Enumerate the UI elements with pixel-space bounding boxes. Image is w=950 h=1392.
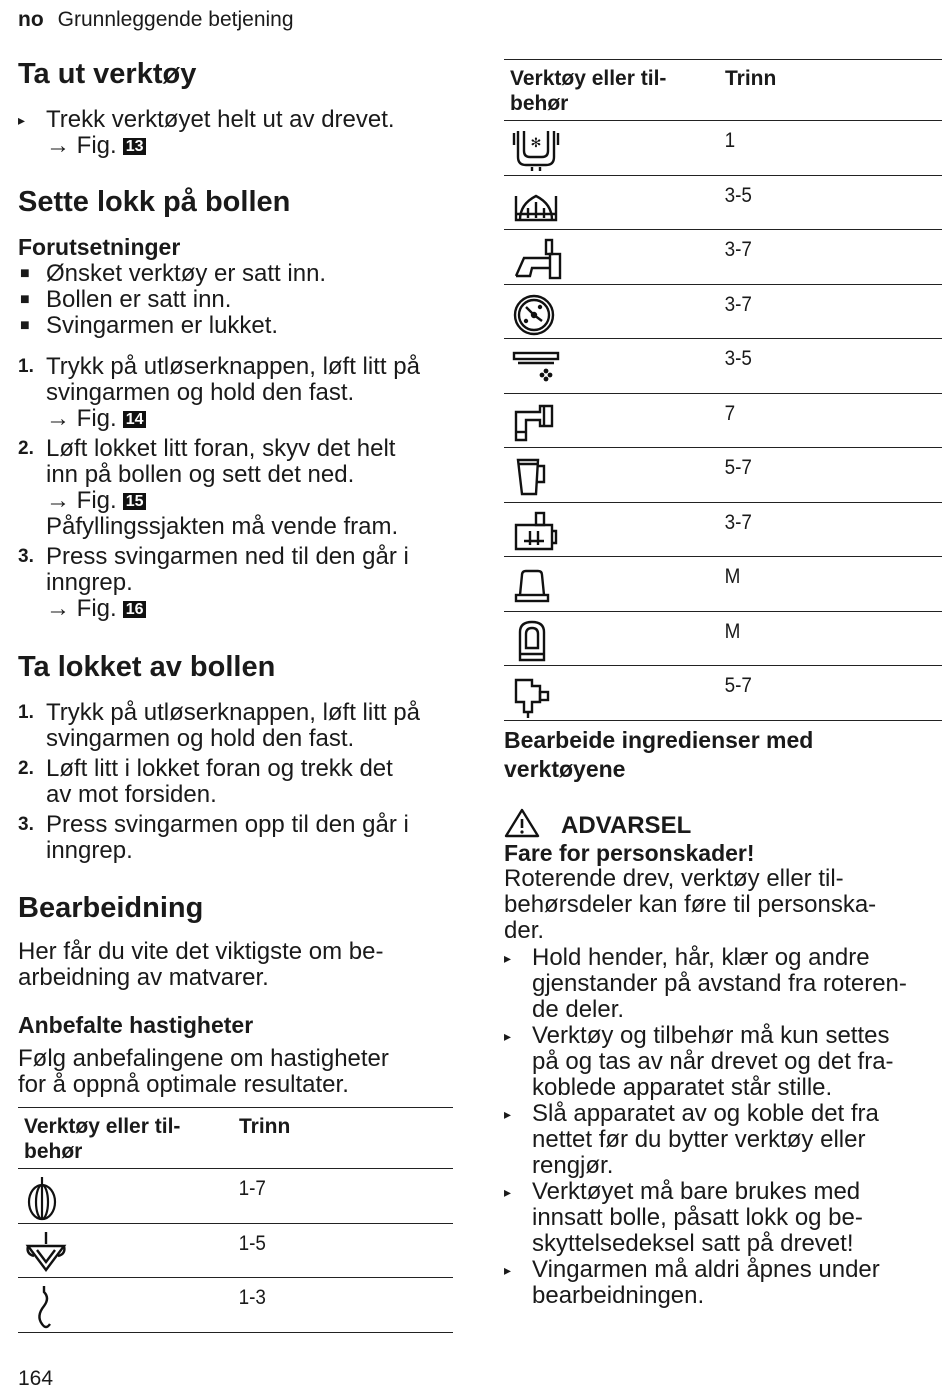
list-item: ▸ Hold hender, hår, klær og andre gjenstander på avstand fra roteren- de deler. (504, 944, 907, 1023)
triangle-bullet-icon: ▸ (18, 112, 26, 128)
table-row: M (504, 612, 942, 667)
table-row: 3-5 (504, 339, 942, 394)
section-title-remove-tool: Ta ut verktøy (18, 58, 197, 90)
table-row: 3-7 (504, 285, 942, 340)
table-row: 1-7 (18, 1169, 453, 1224)
remove-lid-steps (18, 700, 458, 864)
square-bullet-icon: ■ (20, 265, 30, 282)
list-item: ▸ Vingarmen må aldri åpnes under bearbeidningen. (504, 1256, 880, 1309)
triangle-bullet-icon: ▸ (504, 1184, 512, 1200)
page-header (18, 8, 294, 32)
triangle-bullet-icon: ▸ (504, 950, 512, 966)
table-row: ✻ 1 (504, 121, 942, 176)
list-item: ■ Svingarmen er lukket. (20, 312, 279, 339)
list-item: ■ Bollen er satt inn. (20, 286, 232, 313)
table-row: 3-5 (504, 176, 942, 231)
juicer-attachment-icon (504, 666, 721, 720)
recommended-speeds-text: Følg anbefalingene om hastigheter for å oppnå optimale resultater. (18, 1045, 389, 1098)
prerequisites-heading: Forutsetninger (18, 234, 181, 260)
triangle-bullet-icon: ▸ (504, 1028, 512, 1044)
table-header: Verktøy eller til- behør Trinn (504, 60, 942, 121)
citrus-press-icon (504, 176, 721, 230)
list-item: ■ Ønsket verktøy er satt inn. (20, 260, 327, 287)
header-title: Grunnleggende betjening (57, 8, 294, 31)
list-item: ▸ Verktøyet må bare brukes med innsatt bolle, påsatt lokk og be- skyttelsedeksel satt på drevet! (504, 1178, 863, 1257)
step-item: 1. Trykk på utløserknappen, løft litt på svingarmen og hold den fast. (18, 699, 420, 752)
processing-heading: Bearbeide ingredienser med verktøyene (504, 727, 814, 782)
figure-ref: 16 (123, 601, 147, 618)
grinder-icon (504, 612, 721, 666)
language-code: no (18, 8, 44, 31)
blender-icon (504, 448, 721, 502)
list-item: ▸ Trekk verktøyet helt ut av drevet. → Fig. 13 (18, 106, 395, 159)
figure-ref: 15 (123, 493, 147, 510)
table-row: 5-7 (504, 666, 942, 721)
whisk-icon (18, 1169, 235, 1223)
table-row: 7 (504, 394, 942, 449)
warning-list (504, 945, 942, 1309)
table-row: 3-7 (504, 503, 942, 558)
warning-triangle-icon (504, 808, 540, 838)
table-row: 3-7 (504, 230, 942, 285)
list-item: ▸ Verktøy og tilbehør må kun settes på og tas av når drevet og det fra- koblede apparatet står stille. (504, 1022, 894, 1101)
step-item: 2. Løft litt i lokket foran og trekk det av mot forsiden. (18, 755, 393, 808)
page-number: 164 (18, 1367, 54, 1390)
list-item: ▸ Slå apparatet av og koble det fra nettet før du bytter verktøy eller rengjør. (504, 1100, 879, 1179)
table-row: M (504, 557, 942, 612)
square-bullet-icon: ■ (20, 291, 30, 308)
table-row: 1-5 (18, 1224, 453, 1279)
food-processor-icon (504, 503, 721, 557)
section-title-processing: Bearbeidning (18, 892, 204, 924)
figure-ref: 14 (123, 411, 147, 428)
warning-text: Roterende drev, verktøy eller til- behørsdeler kan føre til personska- der. (504, 865, 877, 944)
figure-ref: 13 (123, 138, 147, 155)
warning-subtitle: Fare for personskader! (504, 840, 755, 866)
grater-disc-icon (504, 285, 721, 339)
processing-intro: Her får du vite det viktigste om be- arbeidning av matvarer. (18, 938, 384, 991)
slicer-attachment-icon (504, 339, 721, 393)
triangle-bullet-icon: ▸ (504, 1262, 512, 1278)
warning-label: ADVARSEL (561, 812, 692, 839)
warning-header (504, 808, 942, 840)
dough-hook-icon (18, 1278, 235, 1332)
speed-table-right (504, 59, 942, 721)
recommended-speeds-heading: Anbefalte hastigheter (18, 1012, 254, 1038)
table-row: 1-3 (18, 1278, 453, 1333)
svg-text:✻: ✻ (530, 136, 542, 151)
square-bullet-icon: ■ (20, 317, 30, 334)
meat-mincer-icon (504, 394, 721, 448)
table-header: Verktøy eller til- behør Trinn (18, 1108, 453, 1169)
step-item: 2. Løft lokket litt foran, skyv det helt inn på bollen og sett det ned. → Fig. 15 Påfyllingssjakten må vende fram. (18, 435, 399, 540)
prerequisites-list (18, 261, 458, 339)
step-item: 3. Press svingarmen ned til den går i inngrep. → Fig. 16 (18, 543, 409, 622)
ice-cream-maker-icon (504, 121, 721, 175)
table-row: 5-7 (504, 448, 942, 503)
beater-icon (18, 1224, 235, 1278)
step-item: 1. Trykk på utløserknappen, løft litt på svingarmen og hold den fast. → Fig. 14 (18, 353, 420, 432)
step-item: 3. Press svingarmen opp til den går i inngrep. (18, 811, 409, 864)
pasta-attachment-icon (504, 230, 721, 284)
speed-table-left (18, 1107, 453, 1333)
remove-tool-steps (18, 107, 458, 159)
attach-lid-steps (18, 354, 458, 622)
mini-chopper-icon (504, 557, 721, 611)
section-title-remove-lid: Ta lokket av bollen (18, 651, 276, 683)
triangle-bullet-icon: ▸ (504, 1106, 512, 1122)
section-title-attach-lid: Sette lokk på bollen (18, 186, 291, 218)
